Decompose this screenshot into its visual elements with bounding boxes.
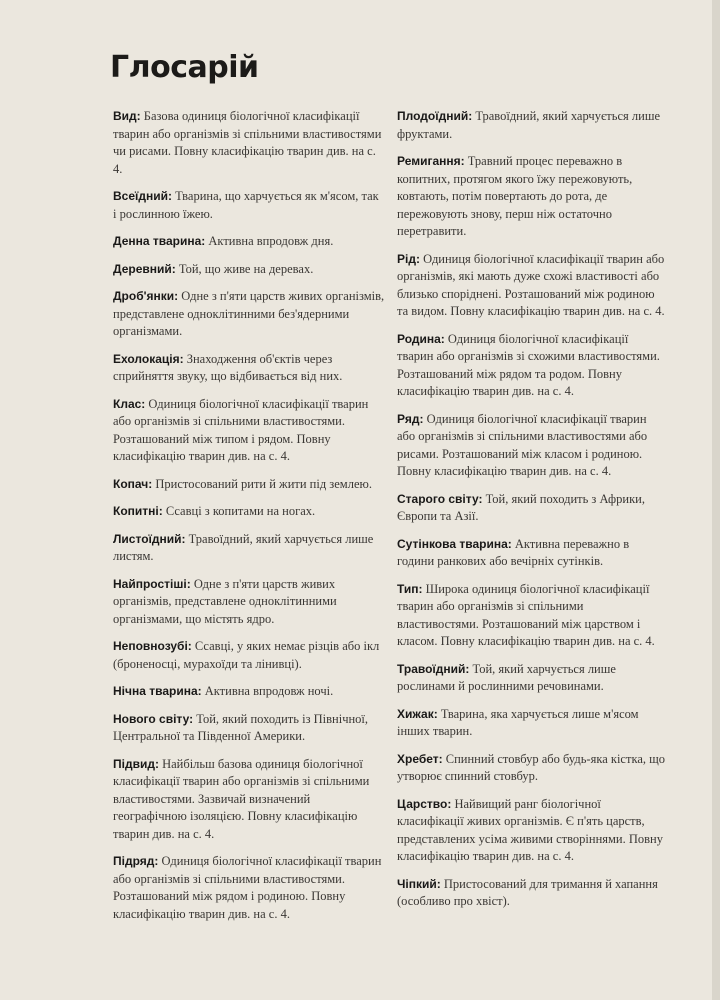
glossary-entry xyxy=(397,706,667,741)
glossary-entry xyxy=(113,576,385,629)
glossary-definition: Найбільш базова одиниця біологічної класифікації тварин або організмів зі спільними властивостями. Зазвичай визначений географічною ізоляцією. Повну класифікацію тварин див. на с. 4. xyxy=(113,756,370,841)
glossary-term: Ряд: xyxy=(397,411,424,426)
glossary-term: Підвид: xyxy=(113,756,159,771)
glossary-term: Старого світу: xyxy=(397,491,483,506)
glossary-term: Ремигання: xyxy=(397,154,465,168)
glossary-definition: Базова одиниця біологічної класифікації тварин або організмів зі спільними властивостями чи рисами. Повну класифікацію тварин див. на с. 4. xyxy=(113,109,382,176)
glossary-definition: Одиниця біологічної класифікації тварин або організмів зі схожими властивостями. Розташований між рядом та родом. Повну класифікацію тварин див. на с. 4. xyxy=(397,331,660,398)
glossary-term: Денна тварина: xyxy=(113,234,206,248)
glossary-entry xyxy=(113,711,385,746)
glossary-entry xyxy=(113,351,385,386)
glossary-definition: Травоїдний, який харчується лише фруктами. xyxy=(397,109,660,141)
glossary-term: Неповнозубі: xyxy=(113,639,192,653)
glossary-entry xyxy=(113,261,385,279)
glossary-definition: Найвищий ранг біологічної класифікації живих організмів. Є п'ять царств, представлених усіма живими створіннями. Повну класифікацію тварин див. на с. 4. xyxy=(397,796,663,863)
glossary-definition: Одне з п'яти царств живих організмів, представлене одноклітинними організмами, що містять ядро. xyxy=(113,576,337,626)
glossary-entry xyxy=(113,503,385,521)
glossary-definition: Травоїдний, який харчується лише листям. xyxy=(113,531,374,563)
glossary-definition: Той, що живе на деревах. xyxy=(178,261,314,276)
glossary-entry xyxy=(397,661,667,696)
glossary-entry xyxy=(397,108,667,143)
glossary-definition: Одиниця біологічної класифікації тварин або організмів зі спільними властивостями або рисами. Розташований між класом і родиною. Повну класифікацію тварин див. на с. 4. xyxy=(397,411,648,478)
glossary-entry xyxy=(397,153,667,241)
glossary-entry xyxy=(397,331,667,401)
glossary-term: Ехолокація: xyxy=(113,351,184,366)
glossary-term: Рід: xyxy=(397,251,420,266)
glossary-term: Вид: xyxy=(113,109,141,123)
glossary-definition: Спинний стовбур або будь-яка кістка, що утворює спинний стовбур. xyxy=(397,751,665,783)
glossary-definition: Пристосований для тримання й хапання (особливо про хвіст). xyxy=(397,876,658,908)
glossary-definition: Одне з п'яти царств живих організмів, представлене одноклітинними без'ядерними організмами. xyxy=(113,289,385,338)
glossary-term: Нового світу: xyxy=(113,711,194,726)
glossary-term: Нічна тварина: xyxy=(113,684,202,698)
glossary-entry xyxy=(113,531,385,566)
glossary-definition: Широка одиниця біологічної класифікації тварин або організмів зі спільними властивостями. Розташований між царством і класом. Повну класифікацію тварин див. на с. 4. xyxy=(397,581,655,648)
glossary-term: Чіпкий: xyxy=(397,876,441,891)
glossary-definition: Активна впродовж дня. xyxy=(208,234,334,248)
glossary-term: Родина: xyxy=(397,331,445,346)
glossary-entry xyxy=(397,876,667,911)
glossary-entry xyxy=(397,751,667,786)
glossary-entry xyxy=(113,756,385,844)
glossary-definition: Тварина, яка харчується лише м'ясом інших тварин. xyxy=(397,706,639,738)
glossary-term: Плодоїдний: xyxy=(397,109,473,123)
glossary-definition: Тварина, що харчується як м'ясом, так і рослинною їжею. xyxy=(113,189,379,221)
glossary-term: Хижак: xyxy=(397,706,438,721)
glossary-term: Деревний: xyxy=(113,261,176,276)
page-edge xyxy=(712,0,720,1000)
glossary-definition: Травний процес переважно в копитних, протягом якого їжу пережовують, ковтають, потім повертають до рота, де пережовують знову, перш ніж остаточно перетравити. xyxy=(397,154,633,238)
glossary-definition: Ссавці, у яких немає різців або ікл (броненосці, мурахоїди та лінивці). xyxy=(113,639,380,671)
glossary-term: Хребет: xyxy=(397,751,443,766)
glossary-entry xyxy=(397,411,667,481)
glossary-term: Сутінкова тварина: xyxy=(397,536,512,551)
glossary-definition: Одиниця біологічної класифікації тварин або організмів, які мають дуже схожі властивості або близько споріднені. Розташований між родиною та видом. Повну класифікацію тварин див. на с. 4. xyxy=(397,251,665,318)
glossary-definition: Ссавці з копитами на ногах. xyxy=(165,504,316,518)
glossary-entry xyxy=(113,638,385,673)
glossary-term: Підряд: xyxy=(113,854,159,868)
glossary-entry xyxy=(397,251,667,321)
glossary-entry xyxy=(397,796,667,866)
glossary-term: Копитні: xyxy=(113,504,163,518)
glossary-entry xyxy=(113,108,385,178)
glossary-definition: Активна переважно в години ранкових або вечірніх сутінків. xyxy=(397,536,630,568)
glossary-definition: Той, який харчується лише рослинами й рослинними речовинами. xyxy=(397,661,616,693)
glossary-definition: Активна впродовж ночі. xyxy=(204,684,334,698)
glossary-term: Найпростіші: xyxy=(113,576,191,591)
glossary-definition: Пристосований рити й жити під землею. xyxy=(155,476,372,491)
glossary-entry xyxy=(113,233,385,251)
page-title: Глосарій xyxy=(110,50,259,85)
glossary-entry xyxy=(397,491,667,526)
glossary-term: Листоїдний: xyxy=(113,531,186,546)
glossary-term: Клас: xyxy=(113,396,146,411)
glossary-definition: Одиниця біологічної класифікації тварин або організмів зі спільними властивостями. Розташований між типом і рядом. Повну класифікацію тварин див. на с. 4. xyxy=(113,396,369,463)
glossary-entry xyxy=(397,536,667,571)
glossary-term: Копач: xyxy=(113,476,153,491)
glossary-definition: Одиниця біологічної класифікації тварин або організмів зі спільними властивостями. Розташований між рядом і родиною. Повну класифікацію тварин див. на с. 4. xyxy=(113,854,382,921)
glossary-entry xyxy=(113,288,385,341)
glossary-term: Тип: xyxy=(397,581,423,596)
glossary-term: Всеїдний: xyxy=(113,189,173,203)
glossary-entry xyxy=(113,683,385,701)
glossary-entry xyxy=(113,853,385,923)
glossary-term: Дроб'янки: xyxy=(113,289,179,303)
glossary-term: Царство: xyxy=(397,796,452,811)
glossary-definition: Той, який походить з Африки, Європи та Азії. xyxy=(397,491,645,523)
glossary-entry xyxy=(397,581,667,651)
glossary-entry xyxy=(113,188,385,223)
glossary-column-right xyxy=(397,108,667,921)
glossary-entry xyxy=(113,476,385,494)
glossary-entry xyxy=(113,396,385,466)
glossary-column-left xyxy=(113,108,385,933)
glossary-term: Травоїдний: xyxy=(397,661,470,676)
glossary-definition: Знаходження об'єктів через сприйняття звуку, що відбивається від них. xyxy=(113,351,343,383)
glossary-definition: Той, який походить із Північної, Центральної та Південної Америки. xyxy=(113,711,369,743)
